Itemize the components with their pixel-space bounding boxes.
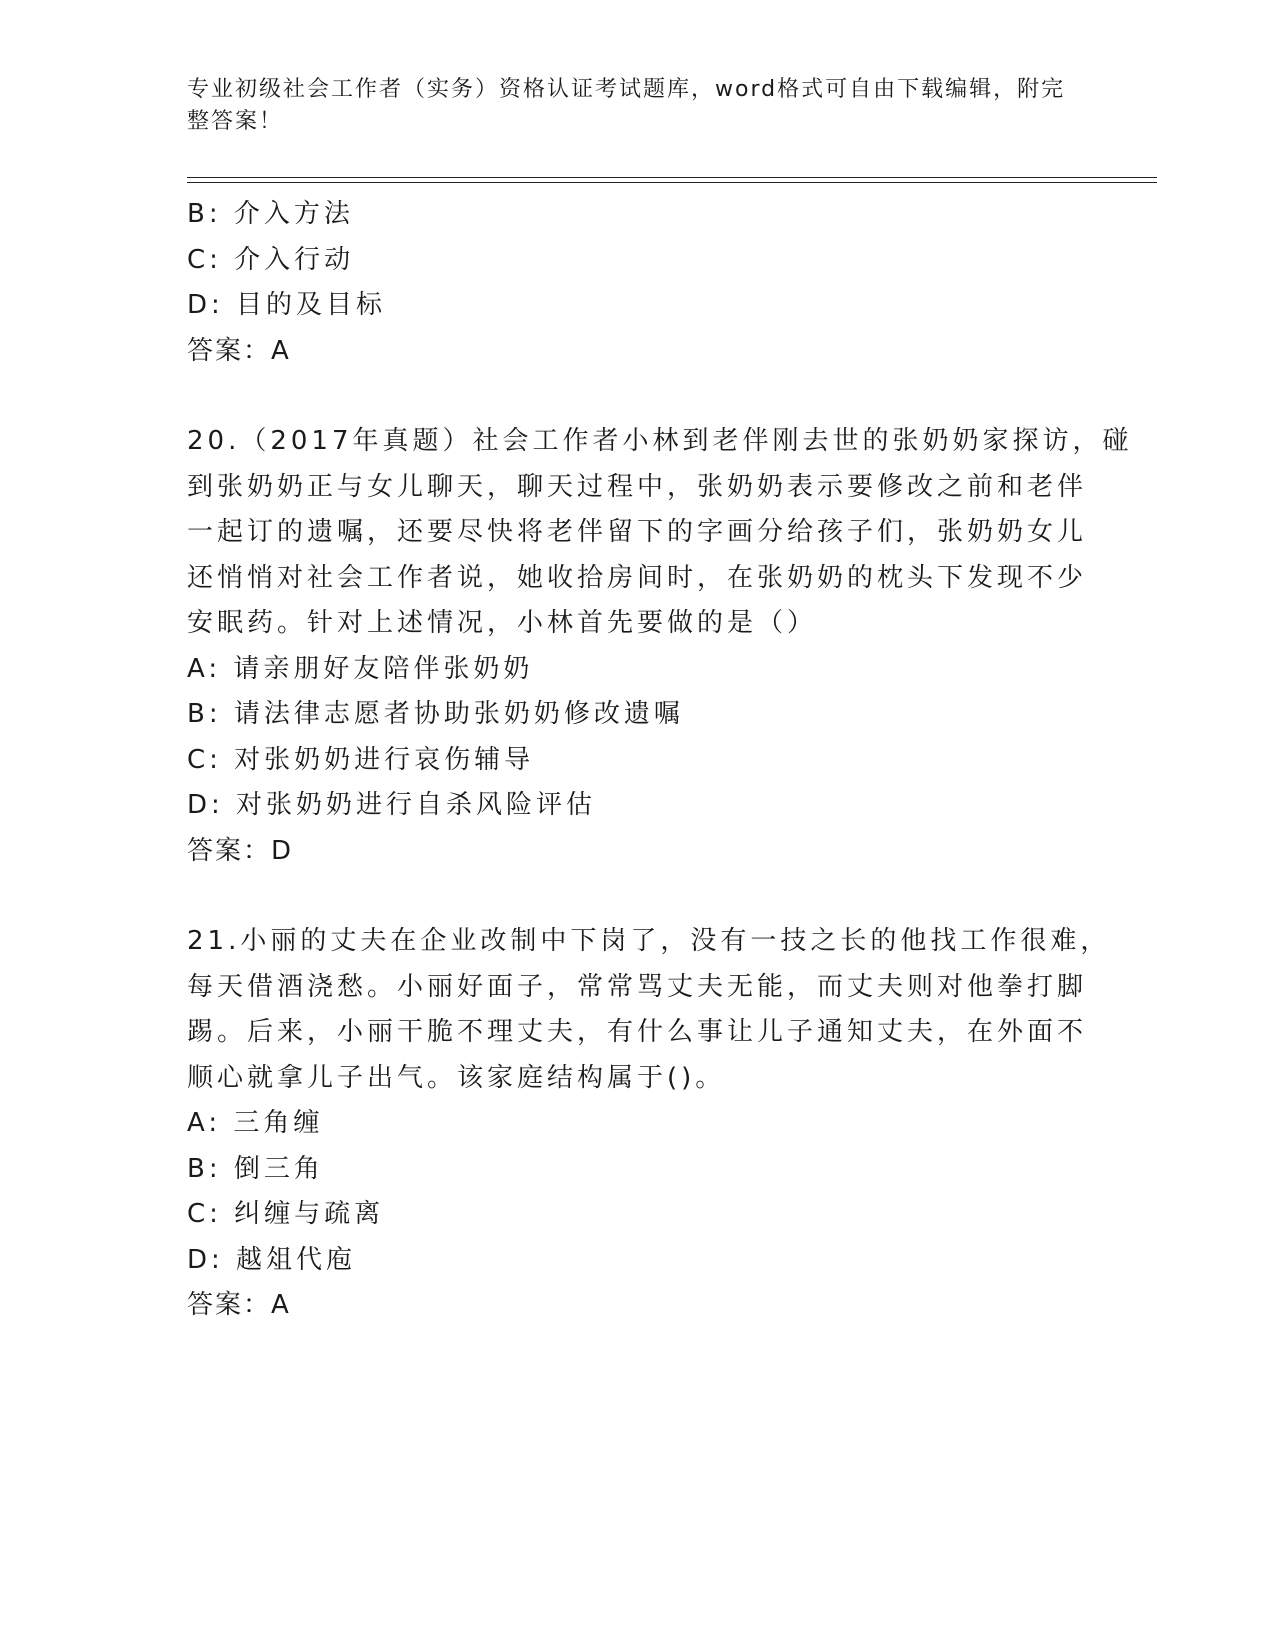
- spacer: [187, 874, 1087, 919]
- question-stem-line: 顺心就拿儿子出气。该家庭结构属于()。: [187, 1062, 726, 1093]
- header-divider-top: [187, 177, 1157, 178]
- question-stem-line: 20.（2017年真题）社会工作者小林到老伴刚去世的张奶奶家探访，碰: [187, 426, 1133, 456]
- question-stem-line: 踢。后来，小丽干脆不理丈夫，有什么事让儿子通知丈夫，在外面不: [187, 1017, 1088, 1047]
- option-c: C: 对张奶奶进行哀伤辅导: [187, 744, 535, 775]
- question-19-tail: [187, 192, 1087, 374]
- question-21: [187, 919, 1111, 1329]
- page-header: 专业初级社会工作者（实务）资格认证考试题库，word格式可自由下载编辑，附完整答案！: [187, 77, 1066, 134]
- question-content: [187, 192, 1133, 1329]
- question-stem-line: 每天借酒浇愁。小丽好面子，常常骂丈夫无能，而丈夫则对他拳打脚: [187, 971, 1088, 1002]
- question-stem-line: 还悄悄对社会工作者说，她收拾房间时，在张奶奶的枕头下发现不少: [187, 562, 1088, 593]
- option-c: C: 纠缠与疏离: [187, 1199, 385, 1229]
- option-d: D: 目的及目标: [187, 290, 387, 320]
- answer-line: 答案：A: [187, 1290, 291, 1320]
- option-b: B: 介入方法: [187, 199, 354, 229]
- question-stem-line: 安眠药。针对上述情况，小林首先要做的是（）: [187, 608, 818, 638]
- option-c: C: 介入行动: [187, 244, 355, 275]
- answer-line: 答案：A: [187, 335, 291, 366]
- question-20: [187, 419, 1133, 874]
- option-a: A: 请亲朋好友陪伴张奶奶: [187, 653, 534, 684]
- question-stem-line: 21.小丽的丈夫在企业改制中下岗了，没有一技之长的他找工作很难，: [187, 926, 1111, 956]
- option-a: A: 三角缠: [187, 1108, 324, 1138]
- header-divider-bottom: [187, 182, 1157, 183]
- answer-line: 答案：D: [187, 835, 294, 866]
- option-b: B: 倒三角: [187, 1153, 324, 1184]
- option-b: B: 请法律志愿者协助张奶奶修改遗嘱: [187, 699, 684, 729]
- spacer: [187, 374, 1087, 419]
- option-d: D: 对张奶奶进行自杀风险评估: [187, 790, 597, 820]
- question-stem-line: 一起订的遗嘱，还要尽快将老伴留下的字画分给孩子们，张奶奶女儿: [187, 517, 1088, 547]
- question-stem-line: 到张奶奶正与女儿聊天，聊天过程中，张奶奶表示要修改之前和老伴: [187, 471, 1088, 502]
- option-d: D: 越俎代庖: [187, 1244, 357, 1275]
